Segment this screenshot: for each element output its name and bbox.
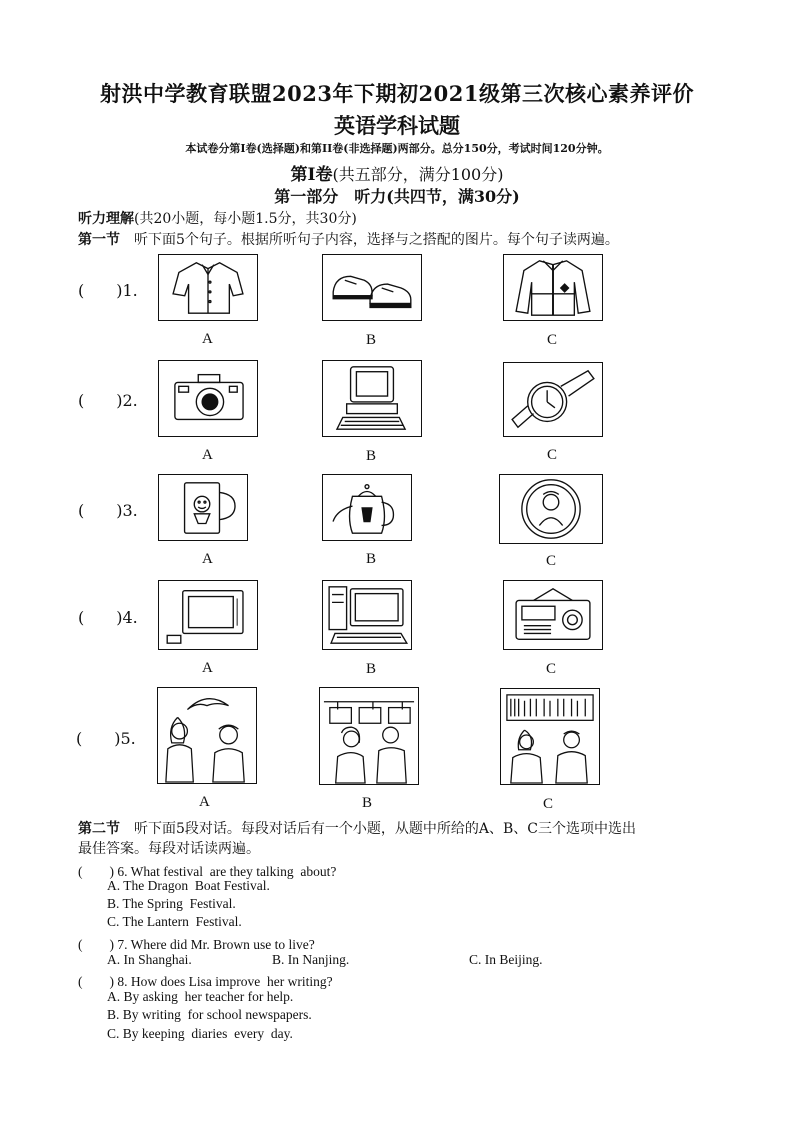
option-label-4a: A: [202, 660, 213, 676]
mug-icon: [159, 475, 247, 540]
exam-subtitle: 英语学科试题: [334, 113, 460, 138]
question-8-option-b[interactable]: B. By writing for school newspapers.: [107, 1007, 312, 1022]
library-scene-icon: [501, 689, 599, 784]
option-label-2a: A: [202, 447, 213, 463]
shirt-icon: [159, 255, 257, 320]
question-7-option-c[interactable]: C. In Beijing.: [469, 952, 543, 967]
exam-note: 本试卷分第I卷(选择题)和第II卷(非选择题)两部分。总分150分，考试时间120分钟。: [185, 142, 609, 155]
mug-picture[interactable]: [158, 474, 248, 541]
shoes-picture[interactable]: [322, 254, 422, 321]
question-7-option-a[interactable]: A. In Shanghai.: [107, 952, 192, 967]
question-8-option-a[interactable]: A. By asking her teacher for help.: [107, 989, 294, 1004]
teapot-picture[interactable]: [322, 474, 412, 541]
section1-label: 第一节: [78, 232, 120, 248]
plate-icon: [500, 475, 602, 543]
couple-in-library-picture[interactable]: [500, 688, 600, 785]
section1-instruction: 听下面5个句子。根据所听句子内容，选择与之搭配的图片。每个句子读两遍。: [120, 232, 619, 248]
question-6-option-b[interactable]: B. The Spring Festival.: [107, 896, 236, 911]
listening-detail: (共20小题，每小题1.5分，共30分): [134, 211, 357, 227]
computer-icon: [323, 361, 421, 436]
question-7-stem: ( ) 7. Where did Mr. Brown use to live?: [78, 937, 315, 952]
option-label-4b: B: [366, 661, 377, 677]
option-label-5a: A: [199, 794, 210, 810]
question-7-option-b[interactable]: B. In Nanjing.: [272, 952, 350, 967]
camera-picture[interactable]: [158, 360, 258, 437]
option-label-3b: B: [366, 551, 377, 567]
teapot-icon: [323, 475, 411, 540]
exam-title: 射洪中学教育联盟2023年下期初2021级第三次核心素养评价: [100, 81, 694, 106]
jacket-icon: [504, 255, 602, 320]
radio-picture[interactable]: [503, 580, 603, 650]
computer-icon: [323, 581, 411, 649]
question-6-option-a[interactable]: A. The Dragon Boat Festival.: [107, 878, 270, 893]
jacket-picture[interactable]: [503, 254, 603, 321]
volume-heading: [0, 160, 794, 185]
couple-under-umbrella-picture[interactable]: [157, 687, 257, 784]
answer-blank-2[interactable]: ( )2.: [78, 391, 138, 410]
section2-label: 第二节: [78, 821, 120, 837]
option-label-1b: B: [366, 332, 377, 348]
camera-icon: [159, 361, 257, 436]
section2-instruction-cont: 最佳答案。每段对话读两遍。: [78, 841, 260, 857]
watch-picture[interactable]: [503, 362, 603, 437]
couple-on-bus-picture[interactable]: [319, 687, 419, 785]
shirt-picture[interactable]: [158, 254, 258, 321]
watch-icon: [504, 363, 602, 436]
option-label-2b: B: [366, 448, 377, 464]
volume-detail: (共五部分，满分100分): [332, 165, 504, 184]
option-label-3c: C: [546, 553, 557, 569]
volume-label: 第I卷: [290, 165, 333, 185]
plate-picture[interactable]: [499, 474, 603, 544]
umbrella-scene-icon: [158, 688, 256, 783]
section1-heading: [78, 229, 619, 249]
answer-blank-4[interactable]: ( )4.: [78, 608, 138, 627]
answer-blank-1[interactable]: ( )1.: [78, 281, 138, 300]
question-6-option-c[interactable]: C. The Lantern Festival.: [107, 914, 242, 929]
tv-icon: [159, 581, 257, 649]
shoes-icon: [323, 255, 421, 320]
question-8-option-c[interactable]: C. By keeping diaries every day.: [107, 1026, 293, 1041]
option-label-2c: C: [547, 447, 558, 463]
option-label-1a: A: [202, 331, 213, 347]
part-heading: 第一部分 听力(共四节，满30分): [274, 187, 520, 206]
section2-instruction: 听下面5段对话。每段对话后有一个小题，从题中所给的A、B、C三个选项中选出: [120, 821, 637, 837]
answer-blank-5[interactable]: ( )5.: [76, 729, 136, 748]
listening-label: 听力理解: [78, 211, 134, 227]
option-label-5c: C: [543, 796, 554, 812]
radio-icon: [504, 581, 602, 649]
question-8-stem: ( ) 8. How does Lisa improve her writing?: [78, 974, 333, 989]
question-6-stem: ( ) 6. What festival are they talking about?: [78, 864, 337, 879]
answer-blank-3[interactable]: ( )3.: [78, 501, 138, 520]
bus-scene-icon: [320, 688, 418, 784]
computer-picture-row2[interactable]: [322, 360, 422, 437]
option-label-5b: B: [362, 795, 373, 811]
option-label-3a: A: [202, 551, 213, 567]
computer-picture-row4[interactable]: [322, 580, 412, 650]
section2-heading: [78, 818, 636, 838]
listening-heading: [78, 208, 357, 228]
tv-picture[interactable]: [158, 580, 258, 650]
option-label-1c: C: [547, 332, 558, 348]
option-label-4c: C: [546, 661, 557, 677]
